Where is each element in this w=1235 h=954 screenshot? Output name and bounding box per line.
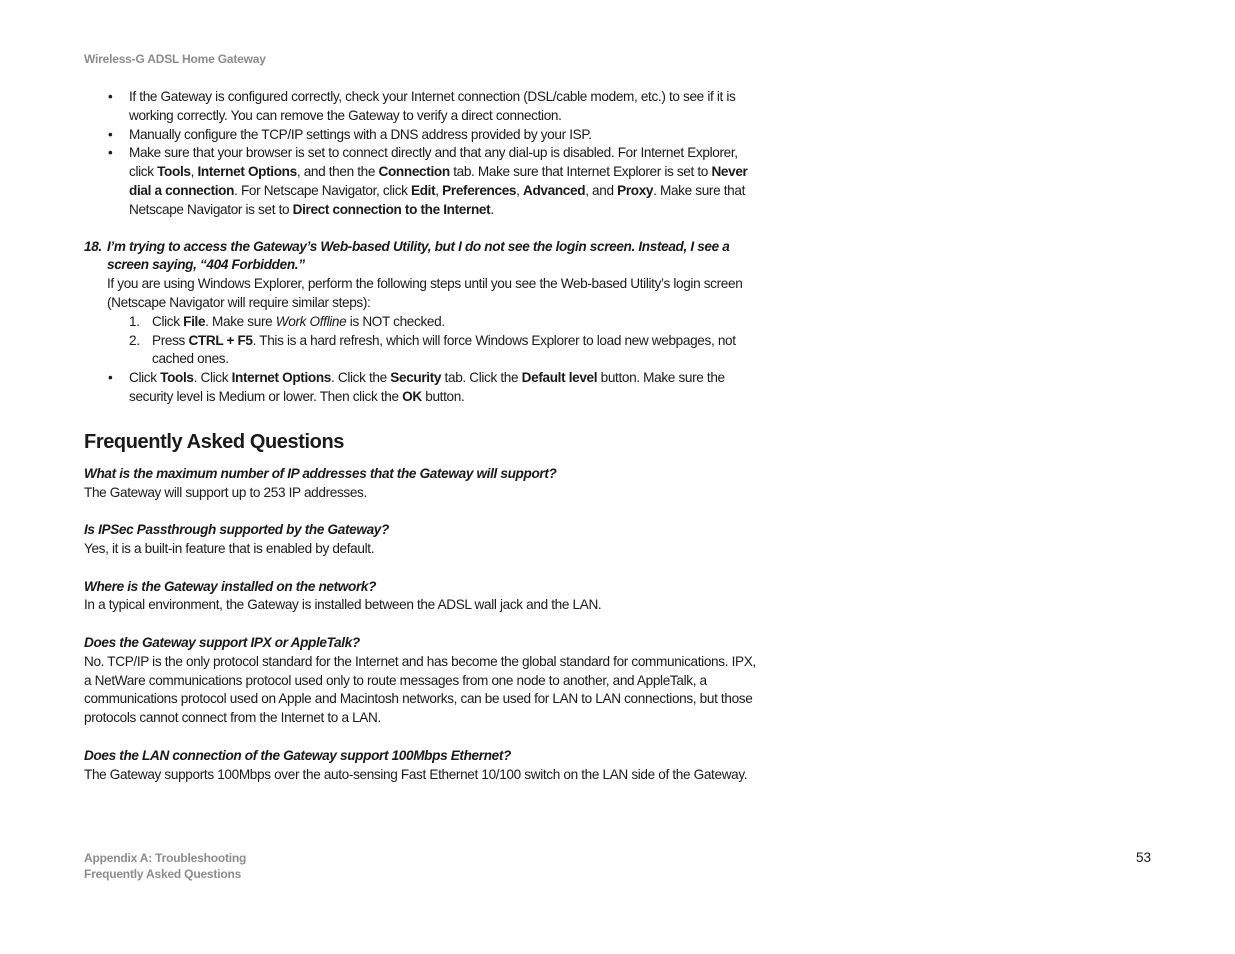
question-number: 18. (84, 238, 102, 254)
step-item: 2. Press CTRL + F5. This is a hard refresh, which will force Windows Explorer to load new webpages, not cached ones. (129, 332, 736, 367)
page-number: 53 (1136, 850, 1152, 865)
question-intro: If you are using Windows Explorer, perform the following steps until you see the Web-based Utility’s login screen (Netscape Navigator will require similar steps): (107, 276, 743, 310)
faq-question: Does the LAN connection of the Gateway support 100Mbps Ethernet? (84, 747, 512, 763)
page-header: Wireless-G ADSL Home Gateway (84, 52, 266, 66)
question-bullets (84, 369, 764, 407)
step-item: 1. Click File. Make sure Work Offline is NOT checked. (129, 313, 445, 329)
faq-question: What is the maximum number of IP addresses that the Gateway will support? (84, 465, 557, 481)
faq-question: Does the Gateway support IPX or AppleTalk? (84, 634, 360, 650)
steps-list (84, 313, 764, 369)
question-heading (84, 238, 764, 276)
section-title: Frequently Asked Questions (84, 430, 345, 453)
list-item: • Manually configure the TCP/IP settings with a DNS address provided by your ISP. (84, 126, 764, 145)
faq-answer: The Gateway will support up to 253 IP addresses. (84, 484, 367, 500)
footer-section: Appendix A: Troubleshooting (84, 851, 247, 865)
faq-item (84, 578, 764, 616)
faq-answer: The Gateway supports 100Mbps over the auto-sensing Fast Ethernet 10/100 switch on the LAN side of the Gateway. (84, 766, 748, 782)
faq-item (84, 747, 764, 785)
troubleshooting-question-18 (84, 238, 764, 407)
faq-answer: In a typical environment, the Gateway is installed between the ADSL wall jack and the LAN. (84, 597, 602, 613)
faq-item (84, 634, 764, 728)
page-content (84, 88, 764, 803)
faq-question: Is IPSec Passthrough supported by the Gateway? (84, 522, 389, 538)
list-item: • If the Gateway is configured correctly, check your Internet connection (DSL/cable modem, etc.) to see if it is working correctly. You can remove the Gateway to verify a direct connection. (84, 88, 764, 126)
faq-answer: Yes, it is a built-in feature that is enabled by default. (84, 540, 375, 556)
faq-item (84, 521, 764, 559)
list-item: • Click Tools. Click Internet Options. Click the Security tab. Click the Default level button. Make sure the security level is Medium or lower. Then click the OK button. (84, 369, 764, 407)
list-item: • Make sure that your browser is set to connect directly and that any dial-up is disabled. For Internet Explorer, click Tools, Internet Options, and then the Connection tab. Make sure that Internet Explorer is set to Never dial a connection. For Netscape Navigator, click Edit, Preferences, Advanced, and Proxy. Make sure that Netscape Navigator is set to Direct connection to the Internet. (84, 144, 764, 219)
troubleshooting-bullets (84, 88, 764, 220)
page-footer (84, 850, 246, 882)
question-text: I’m trying to access the Gateway’s Web-based Utility, but I do not see the login screen. Instead, I see a screen saying, “404 Forbidden.” (107, 238, 730, 273)
footer-subsection: Frequently Asked Questions (84, 867, 242, 881)
faq-answer: No. TCP/IP is the only protocol standard for the Internet and has become the global standard for communications. IPX, a NetWare communications protocol used only to route messages from one node to another, and AppleTalk, a communications protocol used on Apple and Macintosh networks, can be used for LAN to LAN connections, but those protocols cannot connect from the Internet to a LAN. (84, 653, 756, 726)
faq-item (84, 465, 764, 503)
faq-question: Where is the Gateway installed on the network? (84, 578, 377, 594)
